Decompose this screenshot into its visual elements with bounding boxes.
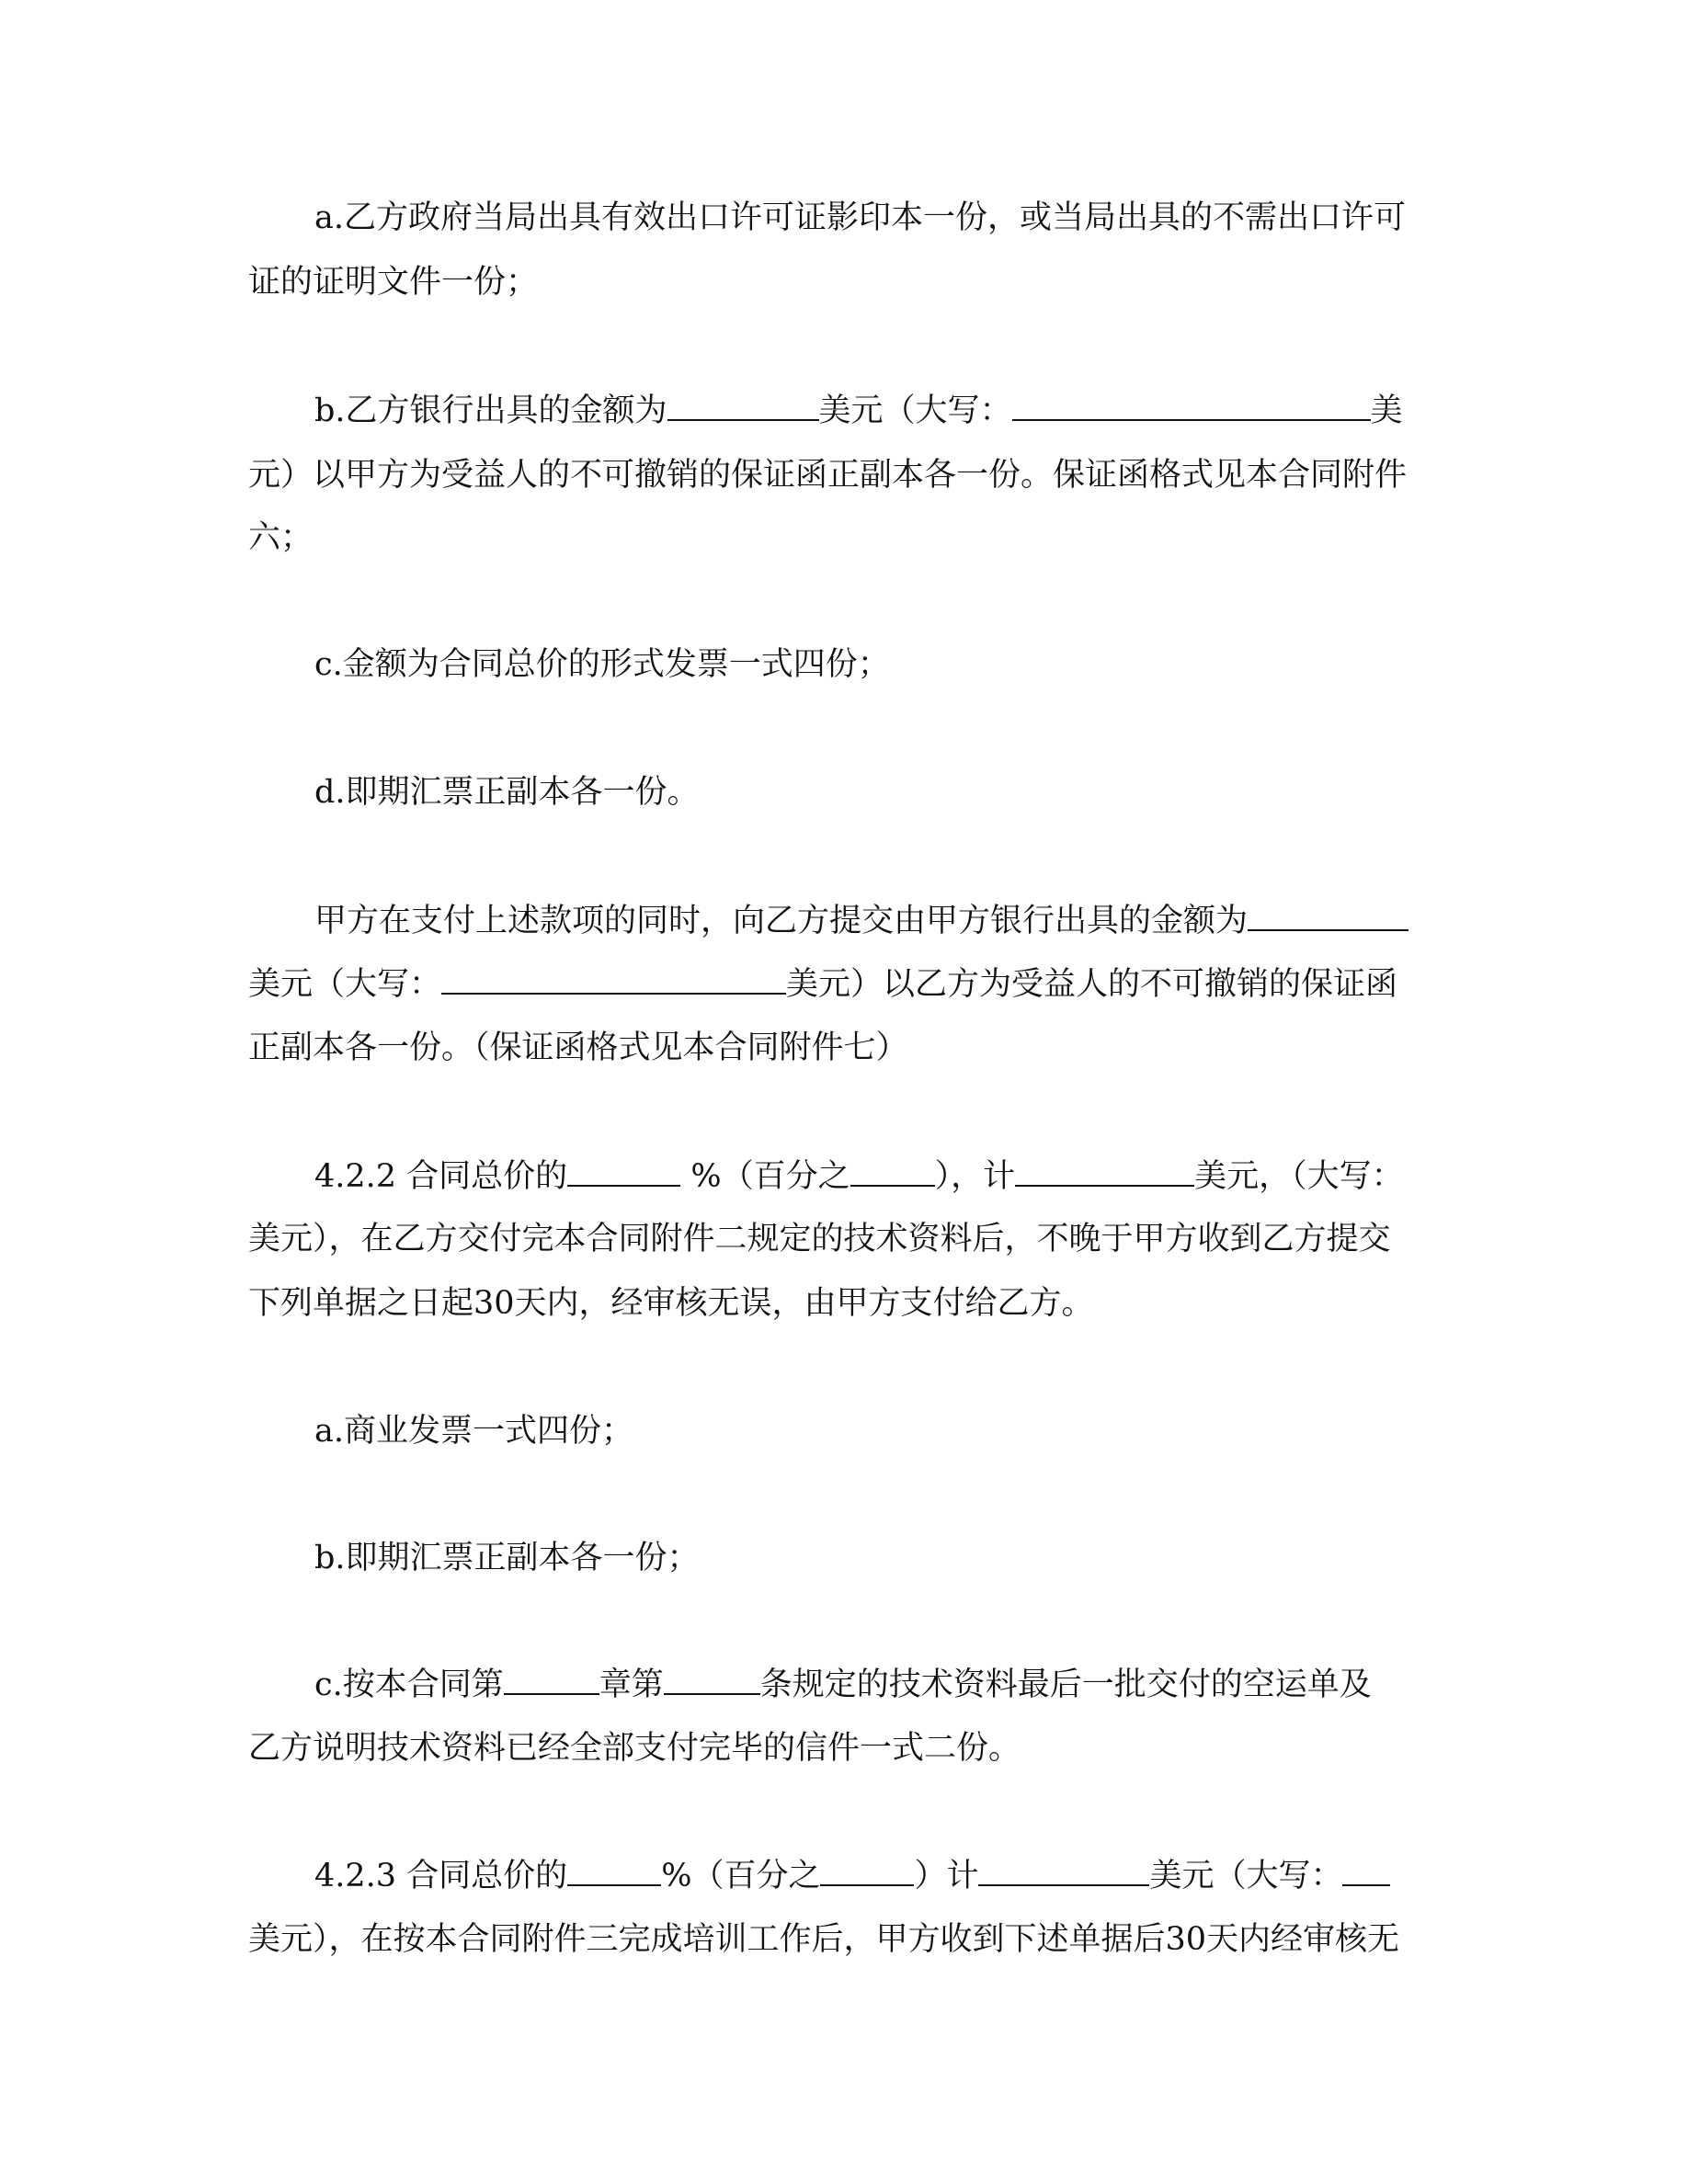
text-segment: 条规定的技术资料最后一批交付的空运单及	[759, 1666, 1372, 1703]
text-segment: 美元（大写：	[248, 966, 442, 1003]
text-line: a.商业发票一式四份；	[314, 1413, 633, 1450]
text-line	[314, 1665, 1434, 1705]
text-segment: 美元（大写：	[818, 392, 1012, 429]
text-segment: 美元，（大写：	[1194, 1158, 1404, 1195]
percent-blank[interactable]	[567, 1857, 661, 1886]
text-line: 美元），在乙方交付完本合同附件二规定的技术资料后，不晚于甲方收到乙方提交	[248, 1221, 1391, 1257]
text-line: 证的证明文件一份；	[248, 264, 539, 301]
text-segment: 美元（大写：	[1149, 1858, 1343, 1894]
amount-blank[interactable]	[1248, 902, 1409, 931]
text-line: d.即期汇票正副本各一份。	[314, 774, 700, 811]
text-line	[314, 391, 1434, 431]
text-line: b.即期汇票正副本各一份；	[314, 1540, 700, 1576]
text-line: 正副本各一份。（保证函格式见本合同附件七）	[248, 1029, 908, 1066]
amount-blank[interactable]	[1015, 1157, 1194, 1187]
text-line: 美元），在按本合同附件三完成培训工作后，甲方收到下述单据后30天内经审核无	[248, 1921, 1400, 1958]
amount-words-blank[interactable]	[1342, 1857, 1390, 1886]
text-line: 六；	[248, 519, 314, 556]
text-line	[314, 901, 1434, 941]
amount-words-blank[interactable]	[1012, 392, 1371, 421]
text-line	[314, 1856, 1434, 1896]
text-segment: %（百分之	[680, 1158, 850, 1195]
percent-words-blank[interactable]	[850, 1157, 935, 1187]
text-segment: b.乙方银行出具的金额为	[314, 392, 667, 429]
text-segment: 甲方在支付上述款项的同时，向乙方提交由甲方银行出具的金额为	[314, 903, 1249, 939]
text-segment: c.按本合同第	[314, 1666, 504, 1703]
chapter-blank[interactable]	[504, 1666, 599, 1695]
text-segment: 4.2.2 合同总价的	[314, 1158, 568, 1195]
amount-words-blank[interactable]	[441, 965, 786, 995]
text-line: 元）以甲方为受益人的不可撤销的保证函正副本各一份。保证函格式见本合同附件	[248, 457, 1408, 494]
text-segment: 章第	[599, 1666, 664, 1703]
text-segment: ），计	[934, 1158, 1016, 1195]
article-blank[interactable]	[664, 1666, 760, 1695]
text-segment: ）计	[914, 1858, 979, 1894]
text-line: a.乙方政府当局出具有效出口许可证影印本一份，或当局出具的不需出口许可	[314, 199, 1406, 236]
text-segment: 美	[1370, 392, 1403, 429]
amount-blank[interactable]	[667, 392, 819, 421]
amount-blank[interactable]	[978, 1857, 1149, 1886]
text-segment: %（百分之	[661, 1858, 821, 1894]
percent-blank[interactable]	[567, 1157, 680, 1187]
text-segment: 美元）以乙方为受益人的不可撤销的保证函	[786, 966, 1398, 1003]
text-line	[314, 1156, 1434, 1197]
text-line: 下列单据之日起30天内，经审核无误，由甲方支付给乙方。	[248, 1285, 1094, 1322]
percent-words-blank[interactable]	[820, 1857, 914, 1886]
text-line: c.金额为合同总价的形式发票一式四份；	[314, 646, 890, 683]
text-line	[248, 964, 1434, 1005]
text-line: 乙方说明技术资料已经全部支付完毕的信件一式二份。	[248, 1730, 1021, 1767]
text-segment: 4.2.3 合同总价的	[314, 1858, 568, 1894]
